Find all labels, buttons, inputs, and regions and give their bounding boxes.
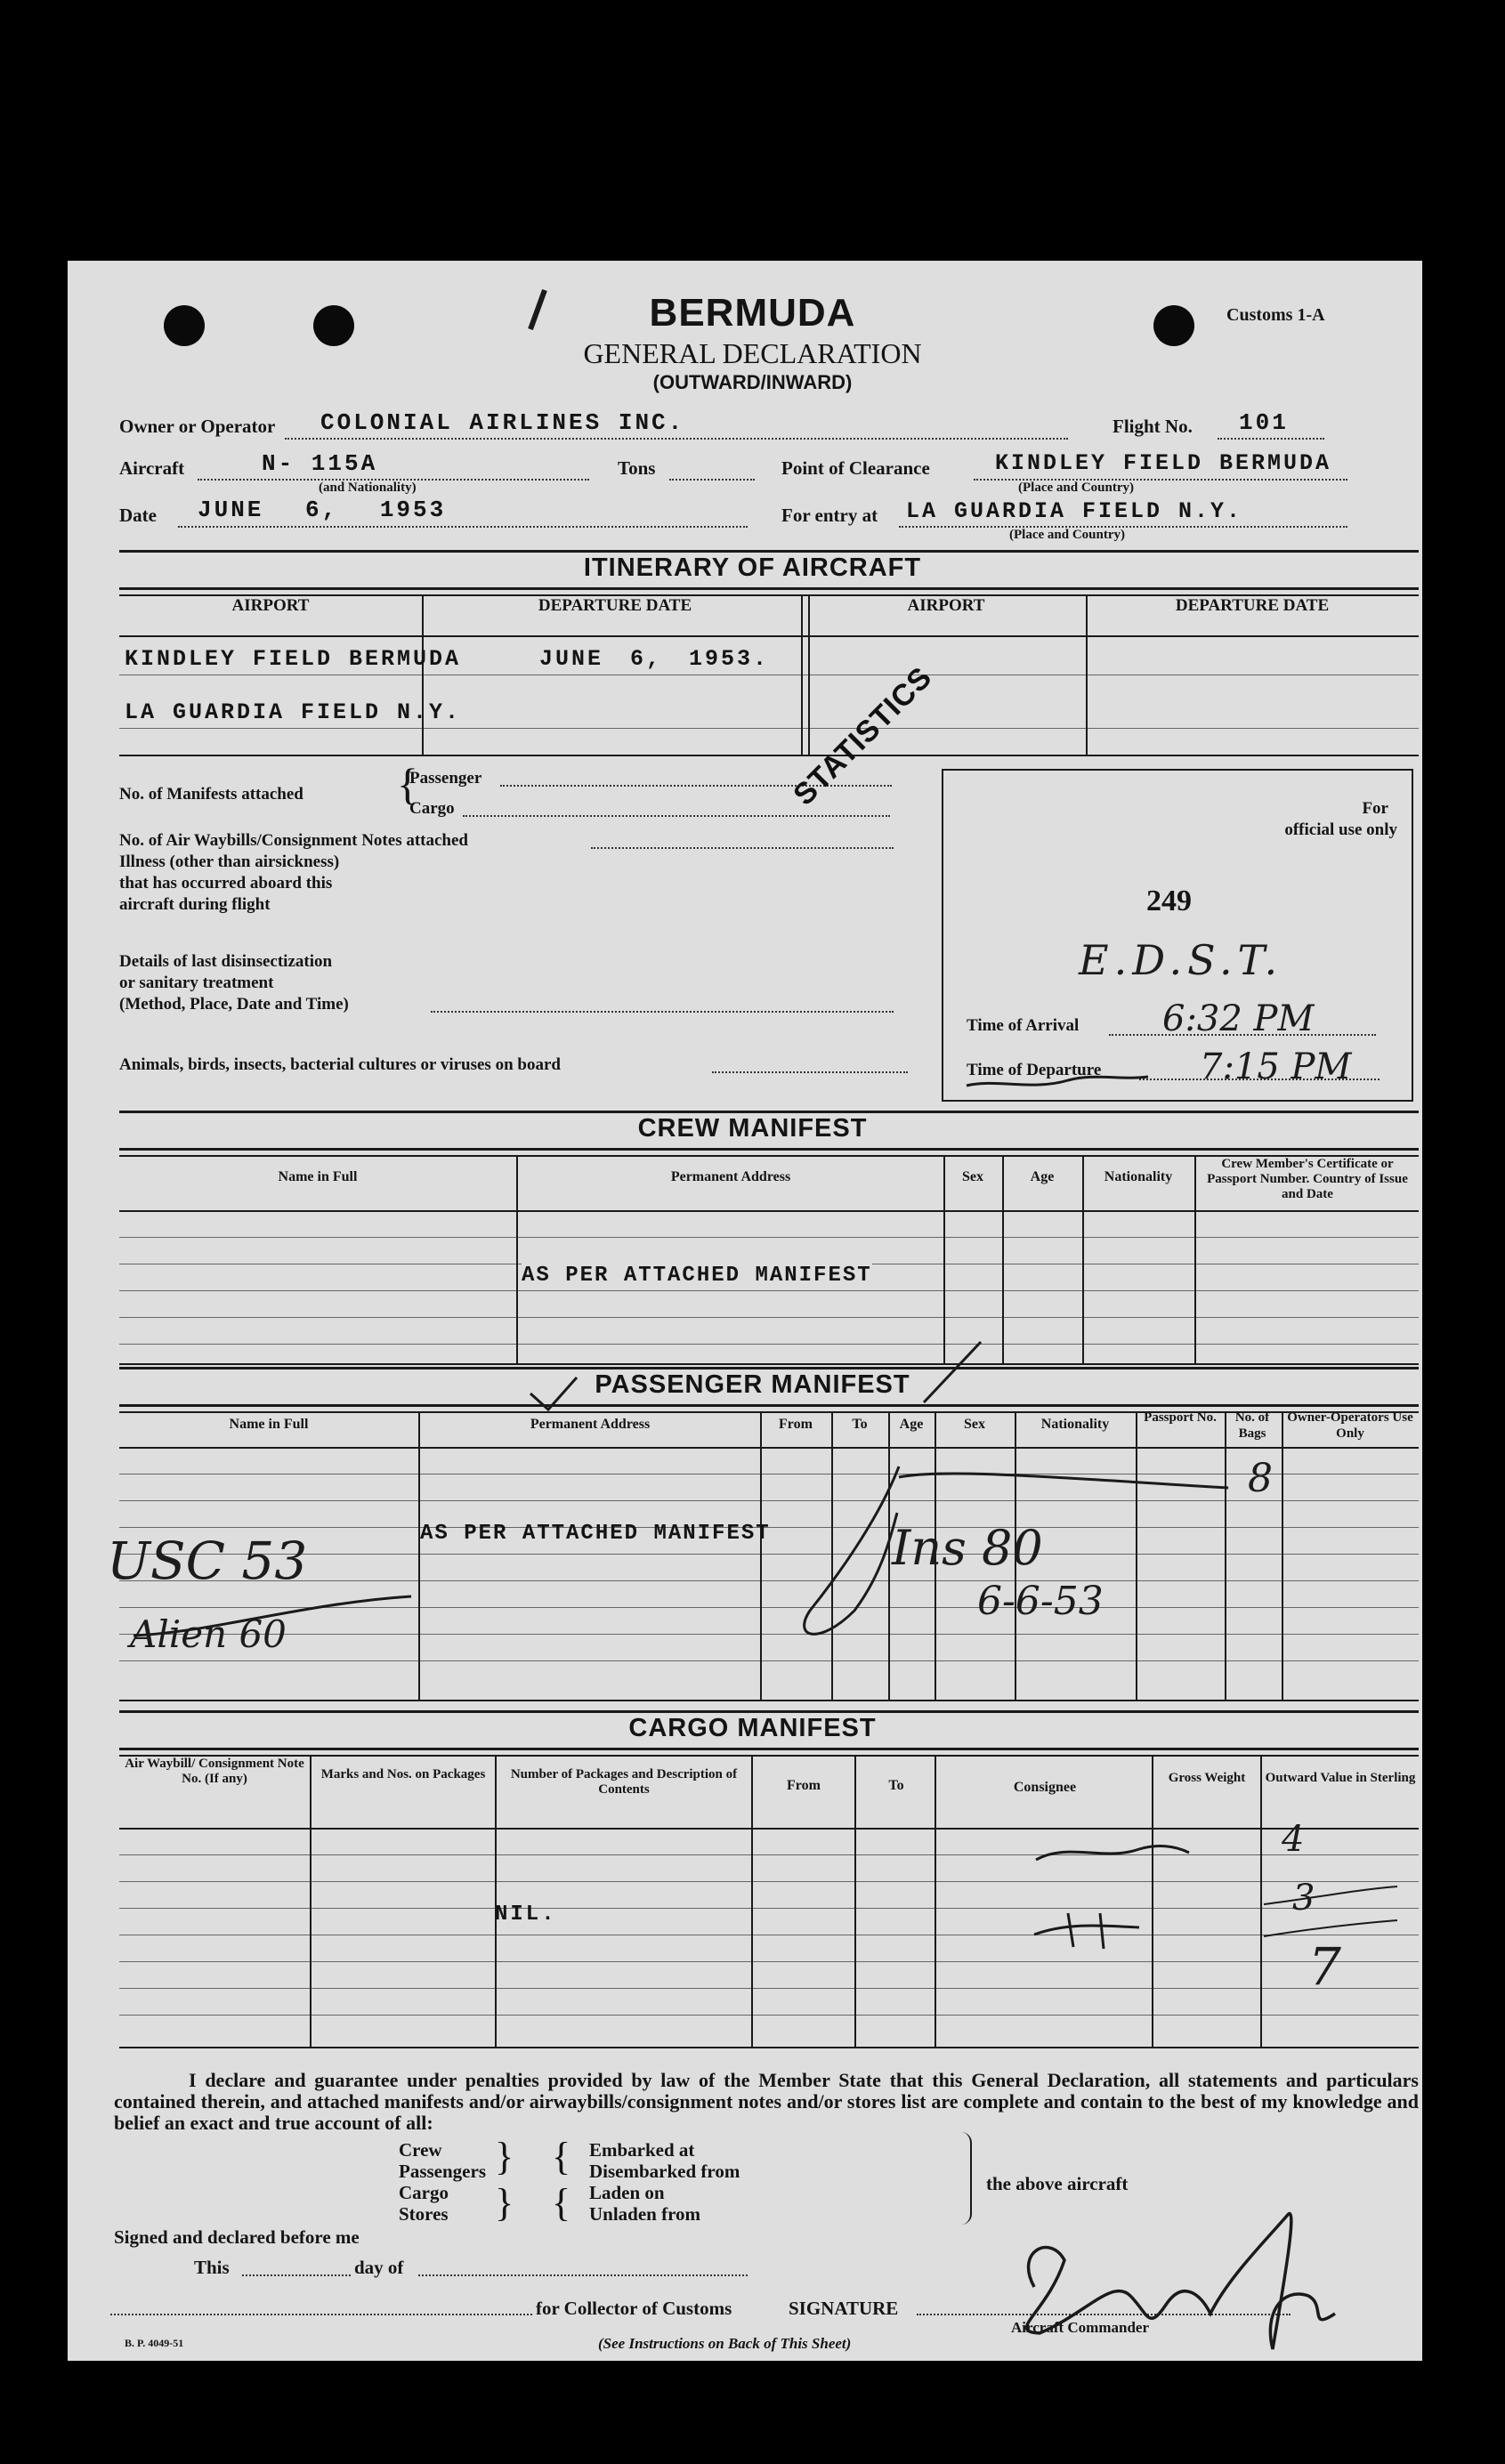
animals-label: Animals, birds, insects, bacterial cultures or viruses on board: [119, 1055, 561, 1074]
signature-label: SIGNATURE: [789, 2298, 899, 2319]
itin-col-airport-1: AIRPORT: [231, 596, 310, 615]
this-label: This: [194, 2257, 230, 2278]
pax-col-age: Age: [899, 1417, 924, 1432]
owner-label: Owner or Operator: [119, 416, 276, 437]
cargo-title: CARGO MANIFEST: [628, 1714, 877, 1742]
itin-row2-airport: LA GUARDIA FIELD N.Y.: [125, 699, 462, 725]
pax-col-name: Name in Full: [229, 1417, 309, 1432]
commander-label: Aircraft Commander: [1011, 2319, 1150, 2336]
header-mark: [530, 290, 545, 329]
entry-label: For entry at: [781, 505, 878, 526]
passenger-title: PASSENGER MANIFEST: [595, 1370, 910, 1399]
cargo-col-packages: Number of Packages and Description of Contents: [510, 1767, 738, 1797]
statistics-stamp: STATISTICS: [787, 659, 939, 812]
crew-col-nationality: Nationality: [1104, 1169, 1173, 1184]
date-value: JUNE 6, 1953: [198, 497, 447, 523]
pax-scribble: [805, 1466, 899, 1634]
crew-col-sex: Sex: [962, 1169, 983, 1184]
itinerary-title: ITINERARY OF AIRCRAFT: [583, 553, 922, 582]
crew-title: CREW MANIFEST: [637, 1114, 868, 1143]
waybills-label: No. of Air Waybills/Consignment Notes attached: [119, 831, 468, 850]
aircraft-label: Aircraft: [119, 457, 185, 479]
form-subtitle: (OUTWARD/INWARD): [652, 371, 853, 393]
decl-passengers: Passengers: [399, 2161, 486, 2182]
form-country: BERMUDA: [649, 291, 856, 335]
form-number: Customs 1-A: [1226, 305, 1325, 325]
cargo-col-to: To: [888, 1778, 904, 1793]
decl-crew: Crew: [399, 2139, 442, 2161]
pax-col-owner-use: Owner-Operators Use Only: [1287, 1410, 1413, 1441]
disinsect-line-3: (Method, Place, Date and Time): [119, 995, 349, 1014]
clearance-note: (Place and Country): [1018, 481, 1134, 495]
date-label: Date: [119, 505, 157, 526]
declaration-text: I declare and guarantee under penalties provided by law of the Member State that this General Declaration, all statements and particulars contained therein, and attached manifests and/or airwaybills/consignment notes and/or stores list are complete and contain to the best of my knowledge and belief an exact and true account of all:: [114, 2069, 1419, 2134]
decl-cargo: Cargo: [399, 2182, 449, 2203]
footer-code: B. P. 4049-51: [125, 2337, 184, 2349]
cargo-col-weight: Gross Weight: [1168, 1771, 1246, 1785]
cargo-col-waybill: Air Waybill/ Consignment Note No. (If any): [125, 1757, 304, 1786]
cargo-value-lines: [1264, 1886, 1397, 1936]
crew-col-address: Permanent Address: [670, 1169, 791, 1184]
crew-col-name: Name in Full: [278, 1169, 358, 1184]
clearance-value: KINDLEY FIELD BERMUDA: [995, 450, 1332, 476]
illness-line-3: aircraft during flight: [119, 895, 271, 914]
cargo-entry: NIL.: [495, 1903, 557, 1927]
cargo-scribble-2: [1034, 1913, 1139, 1949]
owner-value: COLONIAL AIRLINES INC.: [320, 409, 685, 436]
cargo-col-consignee: Consignee: [1013, 1780, 1077, 1795]
illness-line-2: that has occurred aboard this: [119, 874, 333, 893]
form-title: GENERAL DECLARATION: [583, 337, 922, 369]
aircraft-note: (and Nationality): [319, 481, 417, 495]
cargo-scribble-1: [1036, 1846, 1189, 1860]
collector-label: for Collector of Customs: [536, 2298, 732, 2319]
clearance-label: Point of Clearance: [781, 457, 930, 479]
check-mark: [530, 1377, 577, 1410]
aircraft-value: N- 115A: [262, 450, 378, 477]
cargo-hand-4: 4: [1282, 1819, 1305, 1860]
cargo-col-from: From: [787, 1778, 821, 1793]
pax-col-from: From: [779, 1417, 813, 1432]
official-number: 249: [1146, 885, 1192, 917]
departure-value: 7:15 PM: [1200, 1046, 1352, 1087]
decl-above-aircraft: the above aircraft: [986, 2173, 1129, 2194]
pax-entry: AS PER ATTACHED MANIFEST: [420, 1522, 771, 1546]
passenger-count-label: Passenger: [409, 769, 482, 788]
departure-scribble: [967, 1077, 1148, 1086]
flight-label: Flight No.: [1113, 416, 1193, 437]
pax-hand-bags: 8: [1248, 1456, 1273, 1501]
decl-embarked: Embarked at: [589, 2139, 695, 2161]
pax-col-sex: Sex: [964, 1417, 985, 1432]
cargo-col-marks: Marks and Nos. on Packages: [320, 1767, 486, 1781]
arrival-value: 6:32 PM: [1162, 998, 1315, 1039]
footer-note: (See Instructions on Back of This Sheet): [598, 2335, 852, 2352]
pax-hand-date: 6-6-53: [977, 1579, 1104, 1624]
crew-col-age: Age: [1030, 1169, 1055, 1184]
pax-col-passport: Passport No.: [1144, 1410, 1217, 1425]
manifests-label: No. of Manifests attached: [119, 785, 303, 804]
entry-value: LA GUARDIA FIELD N.Y.: [906, 498, 1243, 524]
crew-col-certificate: Crew Member's Certificate or Passport Number. Country of Issue and Date: [1207, 1157, 1408, 1201]
cargo-hand-3: 3: [1292, 1878, 1315, 1919]
pax-hand-usc: USC 53: [107, 1531, 308, 1591]
crew-entry: AS PER ATTACHED MANIFEST: [522, 1264, 872, 1288]
official-title-2: official use only: [1284, 820, 1397, 839]
flight-value: 101: [1239, 409, 1289, 436]
cargo-col-value: Outward Value in Sterling: [1265, 1771, 1416, 1785]
arrival-label: Time of Arrival: [967, 1016, 1080, 1035]
cargo-hand-7: 7: [1308, 1936, 1341, 1997]
itin-col-date-2: DEPARTURE DATE: [1175, 596, 1330, 615]
pax-col-bags: No. of Bags: [1234, 1410, 1270, 1441]
departure-label: Time of Departure: [967, 1061, 1102, 1079]
alien-underline: [134, 1596, 411, 1636]
illness-line-1: Illness (other than airsickness): [119, 852, 340, 871]
itin-col-airport-2: AIRPORT: [907, 596, 985, 615]
tons-label: Tons: [618, 457, 656, 479]
disinsect-line-2: or sanitary treatment: [119, 973, 274, 992]
official-title-1: For: [1362, 799, 1388, 818]
commander-signature: [1026, 2214, 1335, 2349]
itin-col-date-1: DEPARTURE DATE: [538, 596, 692, 615]
decl-disembarked: Disembarked from: [589, 2161, 740, 2182]
pax-scribble-2: [899, 1474, 1228, 1488]
entry-note: (Place and Country): [1009, 528, 1125, 542]
disinsect-line-1: Details of last disinsectization: [119, 952, 333, 971]
pax-col-nationality: Nationality: [1040, 1417, 1110, 1432]
day-of-label: day of: [354, 2257, 404, 2278]
itin-row1-date: JUNE 6, 1953.: [539, 646, 770, 672]
slash-mark: [924, 1342, 981, 1402]
pax-hand-ins: Ins 80: [892, 1520, 1043, 1576]
official-zone: E.D.S.T.: [1079, 936, 1283, 984]
decl-laden: Laden on: [589, 2182, 665, 2203]
pax-col-to: To: [852, 1417, 868, 1432]
decl-unladen: Unladen from: [589, 2203, 701, 2225]
decl-stores: Stores: [399, 2203, 449, 2225]
pax-col-address: Permanent Address: [530, 1417, 651, 1432]
itin-row1-airport: KINDLEY FIELD BERMUDA: [125, 646, 462, 672]
pax-hand-alien: Alien 60: [130, 1612, 287, 1656]
cargo-count-label: Cargo: [409, 799, 455, 818]
signed-label: Signed and declared before me: [114, 2226, 360, 2248]
